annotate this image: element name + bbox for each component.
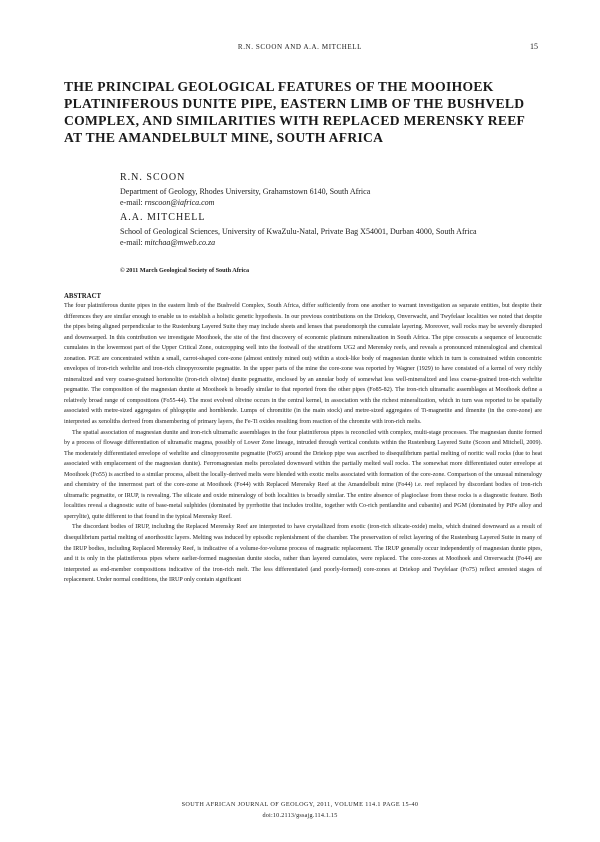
author-name: A.A. MITCHELL (120, 212, 206, 223)
author-email-line (120, 198, 540, 209)
author-email-line (120, 238, 540, 249)
running-head: R.N. SCOON AND A.A. MITCHELL (237, 43, 363, 51)
page-number: 15 (530, 42, 538, 51)
journal-citation: SOUTH AFRICAN JOURNAL OF GEOLOGY, 2011, VOLUME 114.1 PAGE 15-40 (181, 801, 419, 808)
author-affiliation: School of Geological Sciences, University of KwaZulu-Natal, Private Bag X54001, Durban 4000, South Africa (120, 227, 477, 236)
email-label: e-mail: (120, 237, 143, 247)
author-block-2 (120, 212, 540, 248)
copyright-notice: © 2011 March Geological Society of South Africa (120, 267, 250, 274)
abstract-heading: ABSTRACT (64, 293, 102, 300)
author-block-1 (120, 172, 540, 208)
article-title: THE PRINCIPAL GEOLOGICAL FEATURES OF THE MOOIHOEK PLATINIFEROUS DUNITE PIPE, EASTERN LIMB OF THE BUSHVELD COMPLEX, AND SIMILARITIES WITH REPLACED MERENSKY REEF AT THE AMANDELBULT MINE, SOUTH AFRICA (64, 79, 525, 145)
email-address[interactable]: mitchaa@mweb.co.za (144, 237, 216, 247)
abstract-paragraph: The spatial association of magnesian dunite and iron-rich ultramafic assemblages in the four platiniferous pipes is reconciled with complex, multi-stage processes. The magnesian dunite formed by a process of flowage differentiation of ultramafic magma, possibly of Lower Zone lineage, intruded through vertical conduits within the Rustenburg Layered Suite (Scoon and Mitchell, 2009). The moderately differentiated envelope of wehrlite and clinopyroxenite pegmatite (Fo65) around the Driekop pipe was ascribed to disequilibrium partial melting of noritic wall rocks (due to heat associated with emplacement of the magnesian dunite). Ferromagnesian melts percolated downward within the partially melted wall rocks. The somewhat more differentiated outer envelope at Mooihoek (Fo55) is ascribed to a similar process, albeit the locally-derived melts were blended with exotic melts associated with formation of the core-zone. Comparison of the unusual mineralogy and chemistry of the innermost part of the core-zone at Mooihoek (Fo44) with Replaced Merensky Reef at the Amandelbult mine (Fo44) i.e. reef replaced by discordant bodies of iron-rich ultramafic pegmatite, or IRUP, is revealing. The silicate and oxide mineralogy of both localities is broadly similar. The entire absence of plagioclase from these rocks is a diagnostic feature. Both localities reveal a diagnostic suite of base-metal sulphides (dominated by pyrrhotite that includes troilite, together with Co-rich pentlandite and cubanite) and PGM (dominated by PtFe alloy and sperrylite), quite different to that found in the typical Merensky Reef. (64, 429, 542, 520)
email-label: e-mail: (120, 197, 143, 207)
author-affiliation: Department of Geology, Rhodes University, Grahamstown 6140, South Africa (120, 187, 371, 196)
abstract-section (64, 293, 542, 586)
abstract-paragraph: The discordant bodies of IRUP, including the Replaced Merensky Reef are interpreted to have crystallized from exotic (iron-rich silicate-oxide) melts, which drained downward as a result of disequilibrium partial melting of anorthositic layers. Melting was induced by episodic replenishment of the chamber. The preservation of relict layering of the Rustenburg Layered Suite in many of the IRUP bodies, including Replaced Merensky Reef, is indicative of a volume-for-volume process of magmatic replacement. The IRUP generally occur independently of magnesian dunite pipes, and it is only in the platiniferous pipes where earlier-formed magnesian dunite stocks, rather than layered cumulates, were replaced. The core-zones at Mooihoek and Onverwacht (Fo44) are interpreted as end-member compositions indicative of the iron-rich melt. The less differentiated (and poorly-formed) core-zones at Driekop and Twyfelaar (Fo75) reflect arrested stages of replacement. Under normal conditions, the IRUP only contain significant (64, 524, 542, 584)
abstract-paragraph: The four platiniferous dunite pipes in the eastern limb of the Bushveld Complex, South Africa, differ sufficiently from one another to warrant investigation as separate entities, but despite their differences they are similar enough to enable us to establish a holistic genetic hypothesis. In our previous contributions on the Driekop, Onverwacht, and Twyfelaar localities we noted that despite the pipes being aligned perpendicular to the Rustenburg Layered Suite they may include sheets and lenses that pseudomorph the cumulate layering. Moreover, wall rocks may be severely disrupted and downwarped. In this contribution we investigate Mooihoek, the site of the first discovery of economic platinum mineralization in South Africa. The pipe crosscuts a sequence of leucocratic cumulates in the lowermost part of the Upper Critical Zone, outcropping well into the footwall of the stratiform UG2 and Merensky reefs, and reveals a pronounced mineralogical and chemical zonation. PGE are concentrated within a small, carrot-shaped core-zone (almost entirely mined out) within a stock-like body of magnesian dunite which in turn is constrained within concentric envelopes of iron-rich wehrlite and iron-rich clinopyroxenite pegmatite. In the upper parts of the mine the core-zone was reported by Wagner (1929) to have consisted of a kernel of very richly mineralized and very coarse-grained hortonolite (iron-rich olivine) dunite pegmatite, enclosed by an annular body of somewhat less well-mineralized and less coarse-grained iron-rich wehrlite pegmatite. The composition of the magnesian dunite at Mooihoek is broadly similar to that reported from the other pipes (Fo85-82). The iron-rich ultramafic assemblages at Mooihoek define a relatively broad range of compositions (Fo55-44). The most evolved olivine occurs in the central kernel, in association with the richest mineralization, which in turn was reported to be spatially associated with metre-sized aggregates of phlogopite and hornblende. Lumps of chromitite (in the main stock) and metre-sized aggregates of Ti-magnetite and ilmenite (in the core-zone) are interpreted as xenoliths derived from dismembering of primary layers, the Fe-Ti oxides resulting from reaction of the chromite with iron-rich melts. (64, 303, 542, 426)
author-name: R.N. SCOON (120, 172, 186, 183)
doi[interactable]: doi:10.2113/gssajg.114.1.15 (262, 812, 338, 819)
email-address[interactable]: rnscoon@iafrica.com (144, 197, 215, 207)
